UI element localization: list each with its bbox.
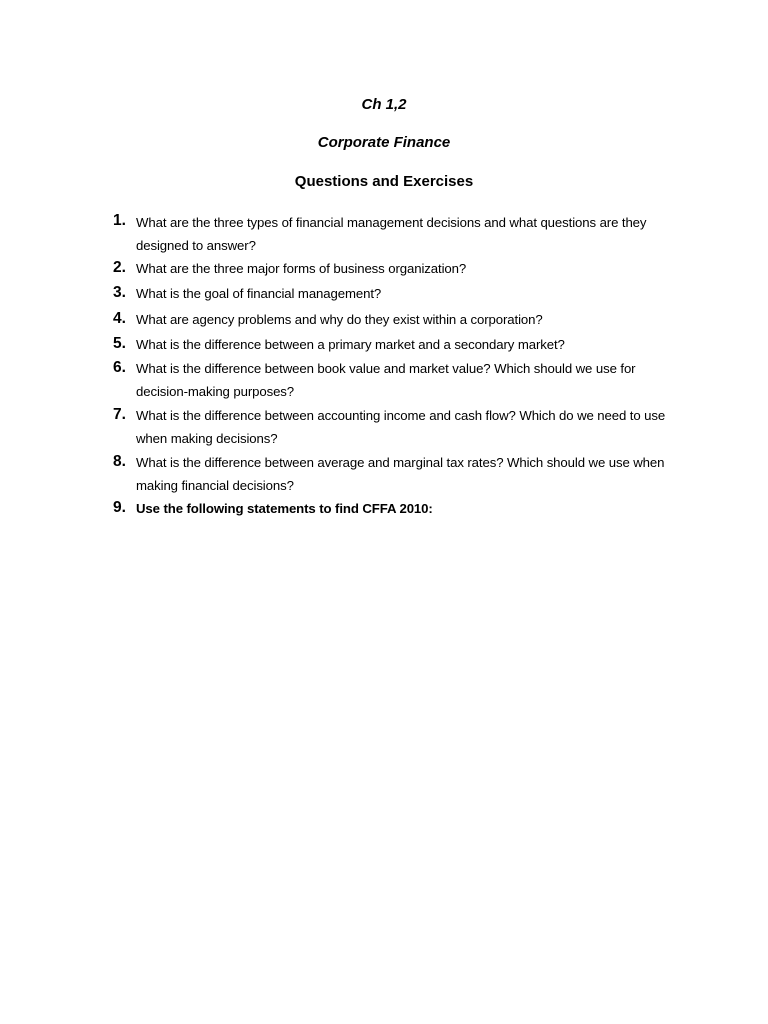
chapter-heading: Ch 1,2 xyxy=(361,96,407,113)
question-number: 2. xyxy=(113,259,126,276)
question-text: What are the three major forms of business organization? xyxy=(136,261,467,276)
question-text: Use the following statements to find CFFA 2010: xyxy=(136,501,433,516)
subject-heading: Corporate Finance xyxy=(317,134,451,151)
question-number: 9. xyxy=(113,499,126,516)
question-text: What is the difference between book value and market value? Which should we use for decision-making purposes? xyxy=(136,361,636,399)
question-number: 6. xyxy=(113,359,126,376)
question-text: What is the difference between a primary market and a secondary market? xyxy=(136,337,565,352)
question-number: 8. xyxy=(113,453,126,470)
question-number: 1. xyxy=(113,212,126,229)
question-number: 4. xyxy=(113,310,126,327)
question-number: 7. xyxy=(113,406,126,423)
question-text: What is the goal of financial management? xyxy=(136,286,382,301)
question-number: 3. xyxy=(113,284,126,301)
question-text: What is the difference between accounting income and cash flow? Which do we need to use when making decisions? xyxy=(136,408,666,446)
section-title: Questions and Exercises xyxy=(294,173,474,190)
question-number: 5. xyxy=(113,335,126,352)
question-text: What is the difference between average and marginal tax rates? Which should we use when making financial decisions? xyxy=(136,455,665,493)
question-text: What are the three types of financial management decisions and what questions are they designed to answer? xyxy=(136,215,647,253)
question-text: What are agency problems and why do they exist within a corporation? xyxy=(136,312,543,327)
